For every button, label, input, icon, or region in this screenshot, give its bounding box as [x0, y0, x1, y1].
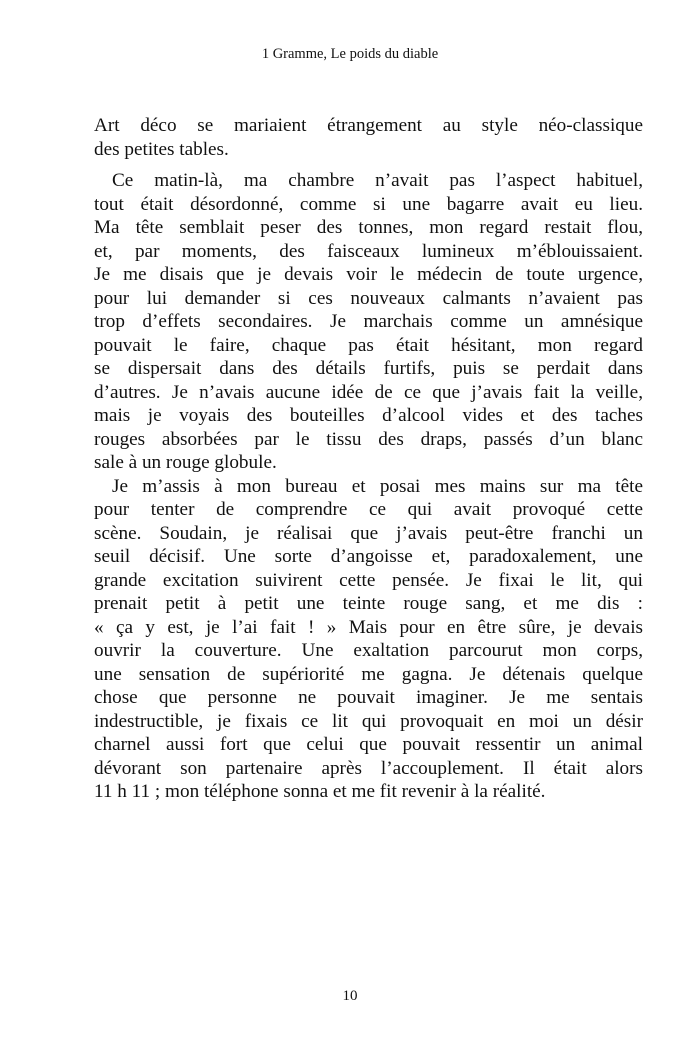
- text-line: prenait petit à petit une teinte rouge sang, et me dis :: [94, 593, 643, 614]
- text-line: une sensation de supériorité me gagna. Je détenais quelque: [94, 663, 643, 685]
- text-line: pouvait le faire, chaque pas était hésitant, mon regard: [94, 334, 643, 356]
- text-line: trop d’effets secondaires. Je marchais comme un amnésique: [94, 311, 643, 332]
- text-line: « ça y est, je l’ai fait ! » Mais pour en être sûre, je devais: [94, 616, 643, 638]
- paragraph-2: [94, 169, 643, 475]
- text-line: se dispersait dans des détails furtifs, puis se perdait dans: [94, 358, 643, 379]
- text-line: Ce matin-là, ma chambre n’avait pas l’aspect habituel,: [112, 170, 643, 191]
- text-line: charnel aussi fort que celui que pouvait ressentir un animal: [94, 734, 643, 755]
- text-line: sale à un rouge globule.: [94, 452, 277, 473]
- page-number: 10: [342, 988, 358, 1004]
- text-line: d’autres. Je n’avais aucune idée de ce que j’avais fait la veille,: [94, 381, 643, 403]
- text-line: scène. Soudain, je réalisai que j’avais peut-être franchi un: [94, 522, 643, 544]
- paragraph-3: [94, 475, 643, 804]
- text-line: 11 h 11 ; mon téléphone sonna et me fit revenir à la réalité.: [94, 781, 546, 802]
- text-line: pour tenter de comprendre ce qui avait provoqué cette: [94, 499, 643, 520]
- text-line: mais je voyais des bouteilles d’alcool vides et des taches: [94, 405, 643, 426]
- text-line: dévorant son partenaire après l’accouplement. Il était alors: [94, 757, 643, 779]
- text-line: rouges absorbées par le tissu des draps, passés d’un blanc: [94, 428, 643, 450]
- body-text: [94, 114, 643, 804]
- text-line: Ma tête semblait peser des tonnes, mon regard restait flou,: [94, 217, 643, 238]
- text-line: et, par moments, des faisceaux lumineux m’éblouissaient.: [94, 240, 643, 262]
- text-line: Je me disais que je devais voir le médecin de toute urgence,: [94, 264, 643, 285]
- text-line: ouvrir la couverture. Une exaltation parcourut mon corps,: [94, 640, 643, 661]
- text-line: chose que personne ne pouvait imaginer. Je me sentais: [94, 687, 643, 708]
- running-header: 1 Gramme, Le poids du diable: [261, 46, 439, 62]
- text-line: tout était désordonné, comme si une bagarre avait eu lieu.: [94, 193, 643, 215]
- paragraph-1: [94, 114, 643, 161]
- text-line: grande excitation suivirent cette pensée. Je fixai le lit, qui: [94, 569, 643, 591]
- text-line: Art déco se mariaient étrangement au style néo-classique: [94, 115, 643, 136]
- text-line: des petites tables.: [94, 138, 229, 160]
- text-line: indestructible, je fixais ce lit qui provoquait en moi un désir: [94, 710, 643, 732]
- text-line: Je m’assis à mon bureau et posai mes mains sur ma tête: [112, 475, 643, 497]
- text-line: pour lui demander si ces nouveaux calmants n’avaient pas: [94, 287, 643, 309]
- text-line: seuil décisif. Une sorte d’angoisse et, paradoxalement, une: [94, 546, 643, 567]
